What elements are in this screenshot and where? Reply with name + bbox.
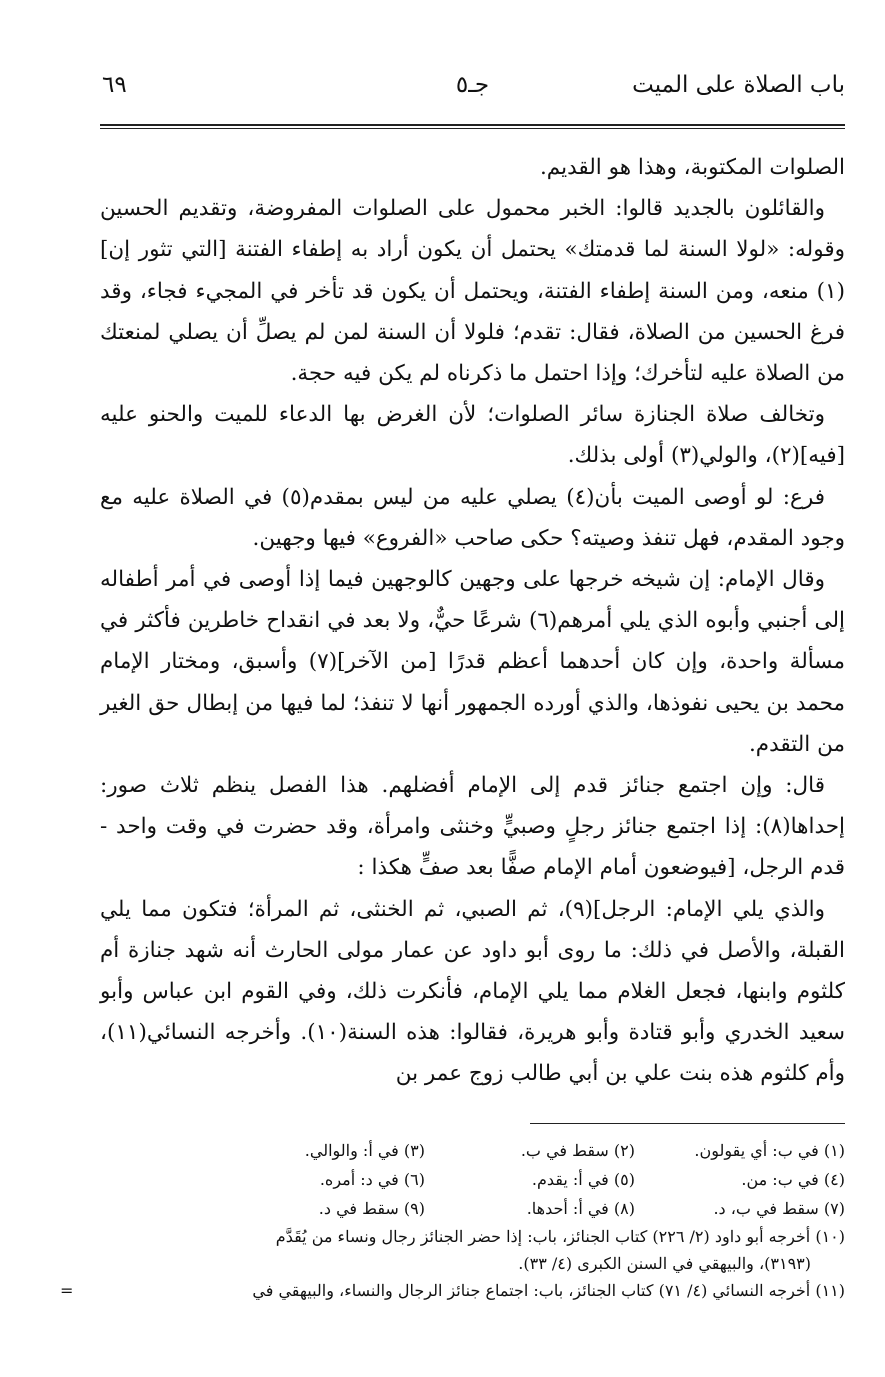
footnote: (٩) سقط في د. [318, 1198, 425, 1218]
paragraph: الصلوات المكتوبة، وهذا هو القديم. [539, 155, 845, 180]
footnotes [100, 1136, 845, 1223]
footnote: (٢) سقط في ب. [520, 1140, 635, 1160]
footnote-row [100, 1194, 845, 1223]
footnote-10-continued: (٣١٩٣)، والبيهقي في السنن الكبرى (٤/ ٣٣). [518, 1253, 811, 1273]
volume-label: جـ٥ [455, 72, 490, 98]
footnote: (٥) في أ: يقدم. [531, 1169, 635, 1189]
footnote-rule [530, 1123, 845, 1124]
header-rule-thin [100, 128, 845, 129]
footnote: (١) في ب: أي يقولون. [694, 1140, 845, 1160]
main-text [100, 147, 845, 1095]
paragraph: والقائلون بالجديد قالوا: الخبر محمول على الصلوات المفروضة، وتقديم الحسين وقوله: «لولا السنة لما قدمتك» يحتمل أن يكون أراد به إطفاء الفتنة [التي تثور إن](١) منعه، ومن السنة إطفاء الفتنة، ويحتمل أن يكون قد تأخر في المجيء فجاء، وقد فرغ الحسين من الصلاة، فقال: تقدم؛ فلولا أن السنة لمن لم يصلِّ أن يصلي لمنعتك من الصلاة عليه لتأخرك؛ وإذا احتمل ما ذكرناه لم يكن فيه حجة. [100, 196, 845, 387]
paragraph: فرع: لو أوصى الميت بأن(٤) يصلي عليه من ليس بمقدم(٥) في الصلاة عليه مع وجود المقدم، فهل تنفذ وصيته؟ حكى صاحب «الفروع» فيها وجهين. [100, 484, 845, 551]
paragraph: وقال الإمام: إن شيخه خرجها على وجهين كالوجهين فيما إذا أوصى في أمر أطفاله إلى أجنبي وأبوه الذي يلي أمرهم(٦) شرعًا حيٌّ، ولا بعد في انقداح خاطرين فأكثر في مسألة واحدة، وإن كان أحدهما أعظم قدرًا [من الآخر](٧) وأسبق، ومختار الإمام محمد بن يحيى نفوذها، والذي أورده الجمهور أنها لا تنفذ؛ لما فيها من إبطال حق الغير من التقدم. [100, 567, 845, 757]
footnote: (٧) سقط في ب، د. [713, 1198, 845, 1218]
footnote: (٨) في أ: أحدها. [526, 1198, 635, 1218]
footnote-10: (١٠) أخرجه أبو داود (٢/ ٢٢٦) كتاب الجنائز، باب: إذا حضر الجنائز رجال ونساء من يُقَدَّم [275, 1226, 845, 1246]
footnotes-long [60, 1223, 845, 1304]
footnote-11-text: (١١) أخرجه النسائي (٤/ ٧١) كتاب الجنائز، باب: اجتماع جنائز الرجال والنساء، والبيهقي في [252, 1280, 845, 1300]
running-header [100, 70, 845, 104]
paragraph: والذي يلي الإمام: الرجل](٩)، ثم الصبي، ثم الخنثى، ثم المرأة؛ فتكون مما يلي القبلة، والأصل في ذلك: ما روى أبو داود عن عمار مولى الحارث أنه شهد جنازة أم كلثوم وابنها، فجعل الغلام مما يلي الإمام، فأنكرت ذلك، وفي القوم ابن عباس وأبو سعيد الخدري وأبو قتادة وأبو هريرة، فقالوا: هذه السنة(١٠). وأخرجه النسائي(١١)، وأم كلثوم هذه بنت علي بن أبي طالب زوج عمر بن [100, 896, 845, 1087]
header-rule [100, 124, 845, 126]
page [60, 70, 845, 1304]
footnote: (٦) في د: أمره. [319, 1169, 425, 1189]
footnote-11 [60, 1277, 845, 1304]
chapter-title: باب الصلاة على الميت [632, 72, 845, 98]
paragraph: وتخالف صلاة الجنازة سائر الصلوات؛ لأن الغرض بها الدعاء للميت والحنو عليه [فيه](٢)، والولي(٣) أولى بذلك. [100, 402, 845, 469]
footnote-row [100, 1136, 845, 1165]
continuation-mark: = [60, 1280, 74, 1300]
paragraph: قال: وإن اجتمع جنائز قدم إلى الإمام أفضلهم. هذا الفصل ينظم ثلاث صور: إحداها(٨): إذا اجتمع جنائز رجلٍ وصبيٍّ وخنثى وامرأة، وقد حضرت في وقت واحد - قدم الرجل، [فيوضعون أمام الإمام صفًّا بعد صفٍّ هكذا : [100, 773, 845, 881]
footnote: (٤) في ب: من. [741, 1169, 845, 1189]
footnote: (٣) في أ: والوالي. [304, 1140, 425, 1160]
footnote-row [100, 1165, 845, 1194]
page-number: ٦٩ [102, 72, 127, 98]
